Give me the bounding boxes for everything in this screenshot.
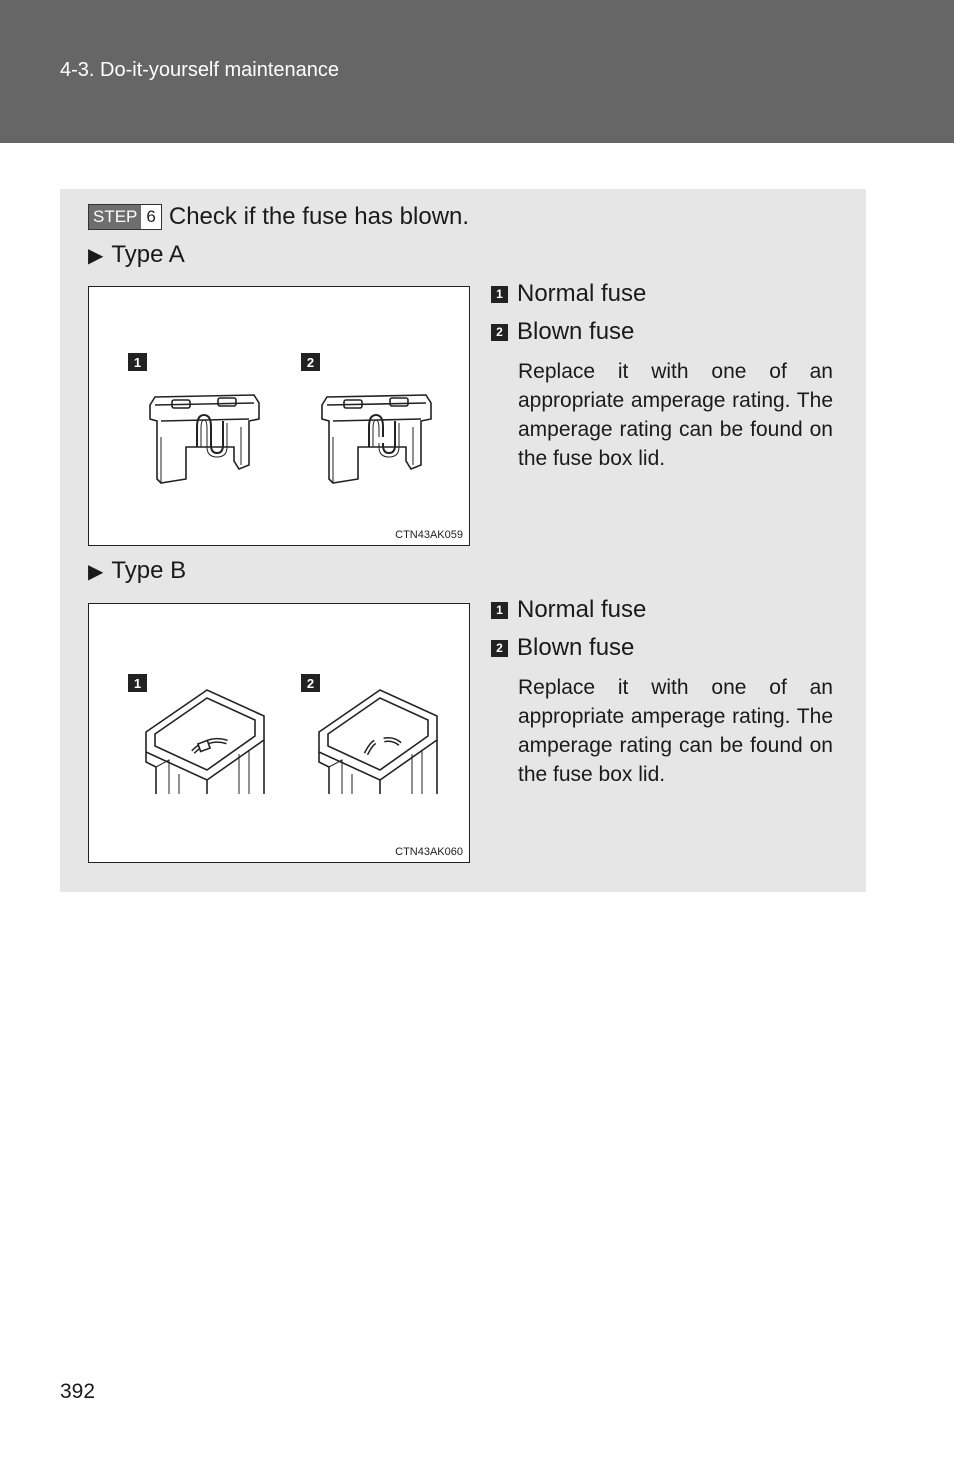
- type-a-label: Type A: [111, 241, 185, 268]
- legend-label: Blown fuse: [517, 318, 635, 345]
- normal-fuse-a-icon: [150, 395, 259, 483]
- legend-item-blown-fuse: [491, 629, 833, 667]
- step-row: [88, 203, 469, 231]
- legend-item-normal-fuse: [491, 275, 833, 313]
- callout-2-icon: [301, 353, 320, 371]
- triangle-bullet-icon: ▶: [88, 560, 104, 583]
- callout-1-icon: [128, 674, 147, 692]
- svg-text:1: 1: [133, 676, 142, 691]
- legend-item-blown-fuse: [491, 313, 833, 351]
- legend-label: Blown fuse: [517, 634, 635, 661]
- type-a-heading: [88, 241, 185, 269]
- legend-item-normal-fuse: [491, 591, 833, 629]
- step-word: STEP: [89, 205, 141, 229]
- blown-fuse-a-icon: [322, 395, 431, 483]
- type-a-figure: [88, 286, 470, 546]
- legend-description: Replace it with one of an appropriate amperage rating. The amperage rating can be found on the fuse box lid.: [518, 676, 833, 786]
- svg-text:1: 1: [133, 355, 142, 370]
- svg-text:2: 2: [306, 676, 315, 691]
- callout-2-icon: [301, 674, 320, 692]
- blown-fuse-b-icon: [319, 690, 437, 794]
- number-2-icon: 2: [491, 640, 508, 657]
- type-a-fuse-illustration: [89, 287, 469, 545]
- figure-code: CTN43AK059: [395, 529, 463, 541]
- normal-fuse-b-icon: [146, 690, 264, 794]
- step-number: 6: [141, 205, 160, 229]
- legend-label: Normal fuse: [517, 596, 647, 623]
- type-a-legend: [491, 275, 833, 473]
- section-title: 4-3. Do-it-yourself maintenance: [60, 59, 340, 81]
- callout-1-icon: [128, 353, 147, 371]
- type-b-legend: [491, 591, 833, 789]
- page-header: [0, 0, 954, 143]
- type-b-heading: [88, 557, 186, 585]
- type-b-figure: [88, 603, 470, 863]
- page-number: 392: [60, 1380, 96, 1403]
- number-1-icon: 1: [491, 286, 508, 303]
- number-2-icon: 2: [491, 324, 508, 341]
- instruction-panel: [60, 189, 866, 892]
- type-b-fuse-illustration: [89, 604, 469, 862]
- svg-text:2: 2: [306, 355, 315, 370]
- type-b-label: Type B: [111, 557, 187, 584]
- legend-description: Replace it with one of an appropriate amperage rating. The amperage rating can be found on the fuse box lid.: [518, 360, 833, 470]
- triangle-bullet-icon: ▶: [88, 244, 104, 267]
- legend-label: Normal fuse: [517, 280, 647, 307]
- step-instruction: Check if the fuse has blown.: [168, 203, 470, 230]
- number-1-icon: 1: [491, 602, 508, 619]
- step-badge: [88, 204, 162, 230]
- figure-code: CTN43AK060: [395, 846, 463, 858]
